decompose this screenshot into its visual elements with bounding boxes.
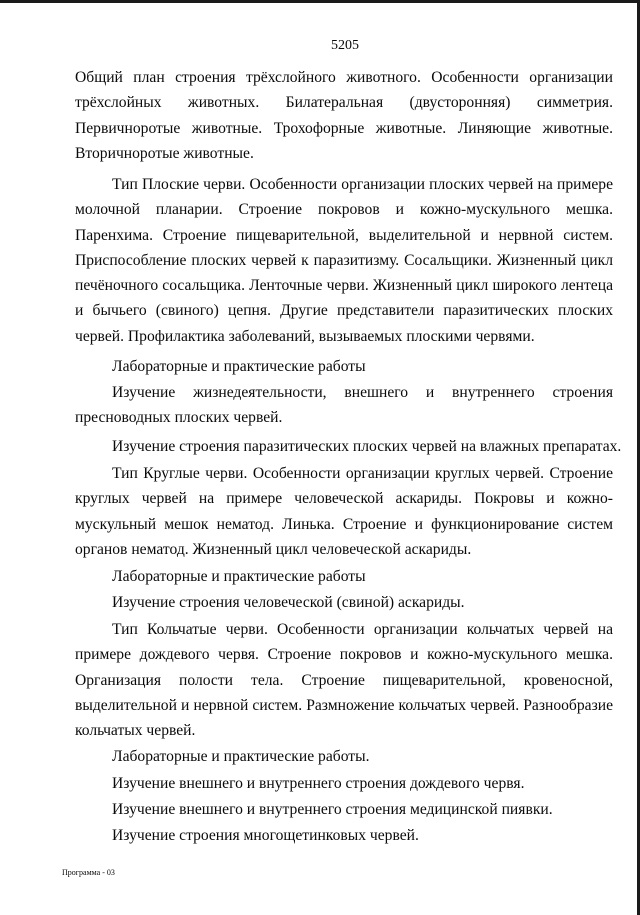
- paragraph-roundworms: Тип Круглые черви. Особенности организации круглых червей. Строение круглых червей на примере человеческой аскариды. Покровы и кожно-мускульный мешок нематод. Линька. Строение и функционирование систем органов нематод. Жизненный цикл человеческой аскариды.: [75, 465, 613, 558]
- lab-work-annelids-2: Изучение внешнего и внутреннего строения медицинской пиявки.: [112, 801, 553, 818]
- scan-edge-top: [0, 0, 640, 3]
- paragraph-annelids: Тип Кольчатые черви. Особенности организации кольчатых червей на примере дождевого червя. Строение покровов и кожно-мускульного мешка. Организация полости тела. Строение пищеварительной, кровеносной, выделительной и нервной систем. Размножение кольчатых червей. Разнообразие кольчатых червей.: [75, 621, 613, 740]
- lab-work-flatworms-1: Изучение жизнедеятельности, внешнего и внутреннего строения пресноводных плоских червей.: [75, 384, 613, 427]
- lab-works-heading-roundworms: Лабораторные и практические работы: [112, 568, 366, 585]
- footer-program-label: Программа - 03: [62, 868, 115, 877]
- lab-work-annelids-1: Изучение внешнего и внутреннего строения дождевого червя.: [112, 775, 525, 792]
- lab-work-flatworms-2: Изучение строения паразитических плоских червей на влажных препаратах.: [112, 438, 622, 455]
- page-number: 5205: [331, 38, 359, 53]
- paragraph-general-plan: Общий план строения трёхслойного животного. Особенности организации трёхслойных животных. Билатеральная (двусторонняя) симметрия. Первичноротые животные. Трохофорные животные. Линяющие животные. Вторичноротые животные.: [75, 69, 613, 162]
- lab-work-annelids-3: Изучение строения многощетинковых червей.: [112, 827, 419, 844]
- lab-works-heading-flatworms: Лабораторные и практические работы: [112, 358, 366, 375]
- lab-works-heading-annelids: Лабораторные и практические работы.: [112, 748, 370, 765]
- lab-work-roundworms-1: Изучение строения человеческой (свиной) аскариды.: [112, 594, 465, 611]
- paragraph-flatworms: Тип Плоские черви. Особенности организации плоских червей на примере молочной планарии. Строение покровов и кожно-мускульного мешка. Паренхима. Строение пищеварительной, выделительной и нервной систем. Приспособление плоских червей к паразитизму. Сосальщики. Жизненный цикл печёночного сосальщика. Ленточные черви. Жизненный цикл широкого лентеца и бычьего (свиного) цепня. Другие представители паразитических плоских червей. Профилактика заболеваний, вызываемых плоскими червями.: [75, 176, 613, 345]
